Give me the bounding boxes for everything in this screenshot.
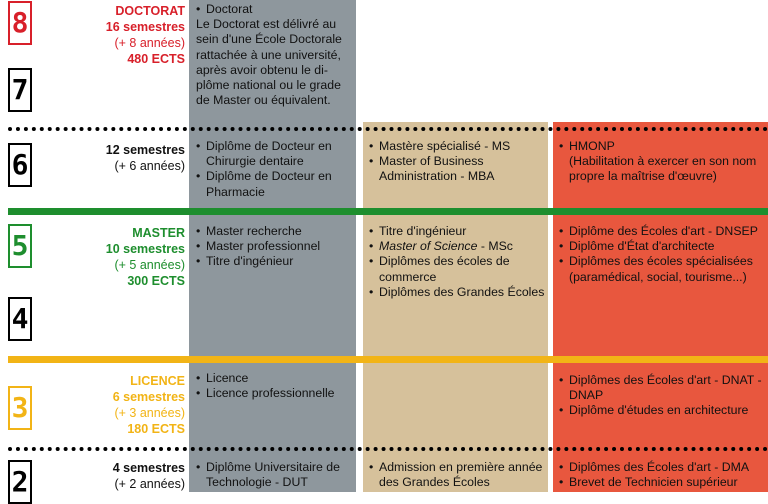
univ-doctorat-title: • Doctorat bbox=[196, 2, 354, 17]
msc-suffix: - MSc bbox=[477, 239, 513, 254]
level-master bbox=[40, 225, 185, 289]
sp-y6-cell bbox=[559, 139, 764, 185]
list-item: • Diplôme d'État d'architecte bbox=[559, 239, 764, 254]
gr-y2-cell bbox=[369, 460, 547, 490]
level-doctorat-semesters: 16 semestres bbox=[105, 20, 185, 34]
list-item: • Titre d'ingénieur bbox=[196, 254, 354, 269]
sp-y6-desc: (Habilitation à exercer en son nom propre la maîtrise d'œuvre) bbox=[569, 154, 757, 184]
univ-doctorat-text: Le Doctorat est délivré au sein d'une École Doctorale rattachée à une université, après avoir obtenu le di-plôme national ou le grade de Master ou équivalent. bbox=[196, 17, 342, 108]
univ-licence-cell bbox=[196, 371, 354, 401]
level-master-years: (+ 5 années) bbox=[114, 258, 185, 272]
list-item: • Diplômes des écoles de commerce bbox=[369, 254, 547, 284]
year-8-box: 8 bbox=[8, 1, 32, 45]
list-item: • Master professionnel bbox=[196, 239, 354, 254]
univ-y6-cell bbox=[196, 139, 354, 200]
list-item: • Diplôme des Écoles d'art - DNSEP bbox=[559, 224, 764, 239]
list-item: • Diplômes des écoles spécialisées (paramédical, social, tourisme...) bbox=[559, 254, 764, 284]
gr-master-cell bbox=[369, 224, 547, 300]
level-licence-title: LICENCE bbox=[130, 374, 185, 388]
list-item: • Brevet de Technicien supérieur bbox=[559, 475, 764, 490]
level-licence-years: (+ 3 années) bbox=[114, 406, 185, 420]
year-5-box: 5 bbox=[8, 224, 32, 268]
level-licence bbox=[40, 373, 185, 437]
level-doctorat bbox=[40, 3, 185, 67]
level-2 bbox=[40, 460, 185, 492]
list-item bbox=[369, 239, 547, 254]
level-master-title: MASTER bbox=[132, 226, 185, 240]
list-item: • Licence professionnelle bbox=[196, 386, 354, 401]
list-item: • Diplôme de Docteur en Chirurgie dentaire bbox=[196, 139, 354, 169]
list-item: • Diplômes des Écoles d'art - DMA bbox=[559, 460, 764, 475]
sp-licence-cell bbox=[559, 373, 764, 419]
level-licence-semesters: 6 semestres bbox=[112, 390, 185, 404]
msc-label: Master of Science bbox=[379, 239, 478, 254]
level-doctorat-ects: 480 ECTS bbox=[127, 52, 185, 66]
divider-doctorat bbox=[8, 127, 768, 131]
list-item: • Licence bbox=[196, 371, 354, 386]
univ-master-cell bbox=[196, 224, 354, 270]
univ-y2-cell bbox=[196, 460, 354, 490]
divider-master bbox=[8, 208, 768, 215]
list-item: • Master recherche bbox=[196, 224, 354, 239]
level-master-ects: 300 ECTS bbox=[127, 274, 185, 288]
year-4-box: 4 bbox=[8, 297, 32, 341]
list-item: • Diplômes des Écoles d'art - DNAT -DNAP bbox=[559, 373, 764, 403]
sp-y2-cell bbox=[559, 460, 764, 490]
list-item: • Mastère spécialisé - MS bbox=[369, 139, 547, 154]
list-item: • Master of Business Administration - MBA bbox=[369, 154, 547, 184]
univ-doctorat-cell bbox=[196, 2, 354, 108]
level-6 bbox=[40, 142, 185, 174]
list-item: • Diplômes des Grandes Écoles bbox=[369, 285, 547, 300]
level-2-years: (+ 2 années) bbox=[114, 477, 185, 491]
year-7-box: 7 bbox=[8, 68, 32, 112]
list-item: • Titre d'ingénieur bbox=[369, 224, 547, 239]
level-6-years: (+ 6 années) bbox=[114, 159, 185, 173]
year-3-box: 3 bbox=[8, 386, 32, 430]
list-item: • Diplôme d'études en architecture bbox=[559, 403, 764, 418]
list-item: • HMONP bbox=[559, 139, 764, 154]
list-item: • Diplôme de Docteur en Pharmacie bbox=[196, 169, 354, 199]
level-licence-ects: 180 ECTS bbox=[127, 422, 185, 436]
year-6-box: 6 bbox=[8, 143, 32, 187]
year-2-box: 2 bbox=[8, 460, 32, 504]
level-2-semesters: 4 semestres bbox=[112, 461, 185, 475]
level-6-semesters: 12 semestres bbox=[105, 143, 185, 157]
level-doctorat-title: DOCTORAT bbox=[115, 4, 185, 18]
list-item: • Admission en première année des Grandes Écoles bbox=[369, 460, 547, 490]
gr-y6-cell bbox=[369, 139, 547, 185]
level-master-semesters: 10 semestres bbox=[105, 242, 185, 256]
divider-licence bbox=[8, 356, 768, 363]
divider-y2 bbox=[8, 447, 768, 451]
level-doctorat-years: (+ 8 années) bbox=[114, 36, 185, 50]
sp-master-cell bbox=[559, 224, 764, 285]
list-item: • Diplôme Universitaire de Technologie - DUT bbox=[196, 460, 354, 490]
